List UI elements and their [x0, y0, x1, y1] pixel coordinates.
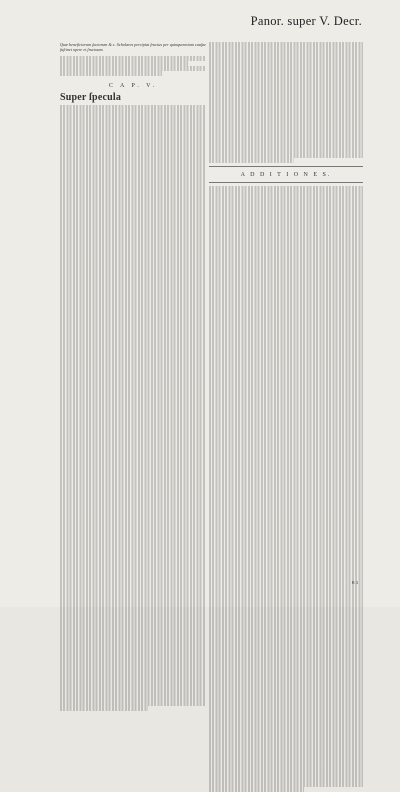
summary-note: Quæ beneficiorum factorum & c. Scholares percipiat fructus per quinquennium cauſae ſuſtinet opere et fructuum. [60, 42, 206, 53]
additions-heading: A D D I T I O N E S. [240, 172, 332, 179]
lead-word: Super ſpecula [60, 92, 122, 104]
section-divider [209, 166, 363, 167]
right-column [209, 42, 363, 792]
additions-text [209, 186, 363, 792]
left-column [60, 42, 206, 711]
body-text-right [209, 42, 363, 163]
running-header: Panor. super V. Decr. [250, 14, 362, 28]
body-text-left [60, 105, 206, 711]
signature-mark: B 3 [351, 580, 358, 585]
chapter-opening [60, 93, 206, 103]
chapter-heading: C A P. V. [108, 83, 158, 89]
section-divider [209, 182, 363, 183]
summary-lines [60, 56, 206, 76]
